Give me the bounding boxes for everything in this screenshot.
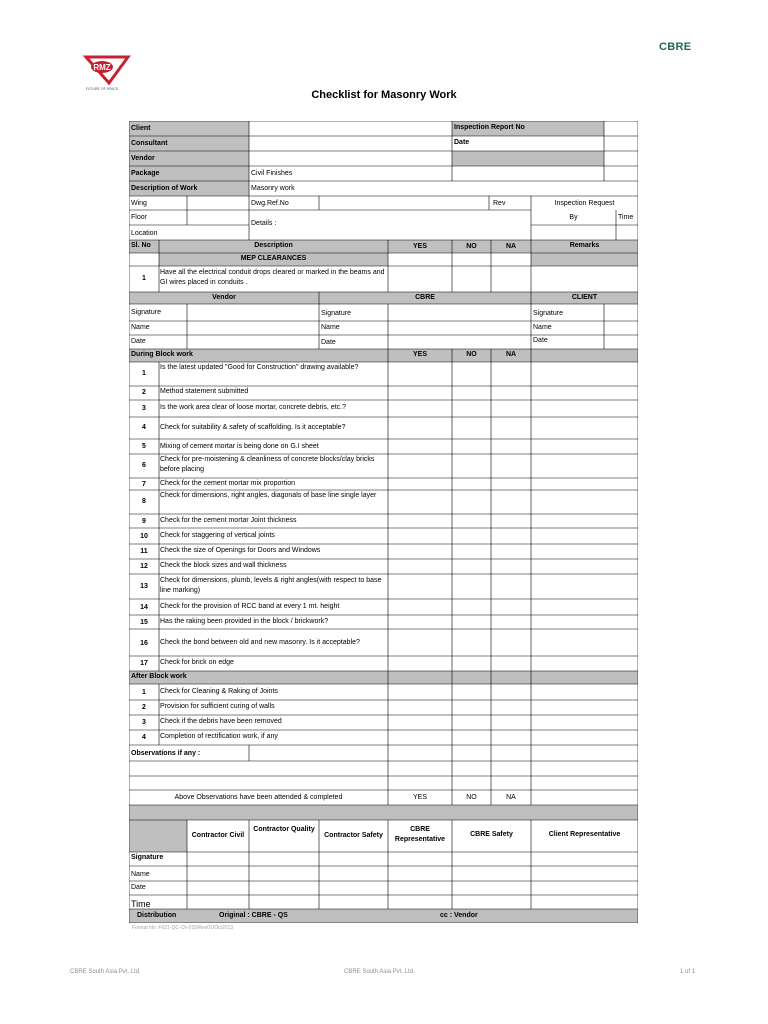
col-no: NO: [466, 243, 477, 250]
after-item-text: Check for Cleaning & Raking of Joints: [160, 688, 278, 695]
vendor-date-label: Date: [131, 338, 146, 345]
client-date-label: Date: [533, 337, 548, 344]
label-wing: Wing: [131, 200, 147, 207]
after-item-number: 1: [142, 689, 146, 696]
label-dwg-ref: Dwg.Ref.No: [251, 200, 289, 207]
client-signature-label: Signature: [533, 310, 563, 317]
sign-vendor: Vendor: [212, 294, 236, 301]
during-item-text: Check for the cement mortar mix proportion: [160, 480, 295, 487]
during-yes: YES: [412, 351, 427, 358]
label-package: Package: [131, 170, 160, 177]
after-item-text: Provision for sufficient curing of walls: [160, 703, 275, 710]
label-consultant: Consultant: [131, 140, 168, 147]
page-title: Checklist for Masonry Work: [311, 89, 457, 101]
during-item-number: 1: [142, 370, 146, 377]
during-item-text: Check the bond between old and new masonry. Is it acceptable?: [160, 639, 360, 646]
after-item-text: Check if the debris have been removed: [160, 718, 282, 725]
during-item-number: 12: [140, 563, 148, 570]
vendor-signature-label: Signature: [131, 309, 161, 316]
col-remarks: Remarks: [569, 242, 600, 249]
attended-label: Above Observations have been attended & completed: [174, 794, 343, 801]
footer-page-number: 1 of 1: [680, 969, 696, 975]
during-item-text: Check the block sizes and wall thickness: [160, 562, 287, 569]
label-time: Time: [618, 214, 634, 221]
label-rev: Rev: [493, 200, 506, 207]
distribution-label: Distribution: [137, 912, 177, 919]
during-item-number: 4: [142, 424, 146, 431]
during-heading: During Block work: [131, 351, 193, 358]
label-date: Date: [454, 139, 470, 146]
during-item-text: Check for dimensions, plumb, levels & right angles(with respect to base line marking): [160, 577, 382, 594]
label-inspection-request: Inspection Request: [554, 200, 615, 207]
during-no: NO: [466, 351, 477, 358]
during-item-number: 9: [142, 518, 146, 525]
during-item-text: Check for brick on edge: [160, 659, 234, 666]
during-item-text: Mixing of cement mortar is being done on G.I sheet: [160, 443, 319, 450]
during-item-text: Check for pre-moistening & cleanliness of concrete blocks/clay bricks before placing: [160, 456, 375, 473]
during-item-number: 3: [142, 405, 146, 412]
cbre-logo: CBRE: [659, 41, 692, 53]
sign-client: CLIENT: [571, 294, 598, 301]
final-contractor-quality: Contractor Quality: [253, 826, 315, 833]
label-vendor: Vendor: [131, 155, 155, 162]
after-heading: After Block work: [131, 673, 187, 680]
final-cbre-representative: CBRE Representative: [394, 826, 446, 843]
during-item-number: 10: [140, 533, 148, 540]
description-value: Masonry work: [251, 185, 295, 192]
during-item-number: 7: [142, 481, 146, 488]
sign-cbre: CBRE: [415, 294, 435, 301]
final-contractor-safety: Contractor Safety: [324, 832, 383, 839]
label-client: Client: [131, 125, 151, 132]
label-by: By: [569, 214, 578, 221]
after-item-number: 4: [142, 734, 146, 741]
during-item-text: Is the latest updated "Good for Construction" drawing available?: [160, 364, 359, 371]
footer-center: CBRE South Asia Pvt. Ltd.: [344, 969, 415, 975]
during-item-number: 14: [140, 604, 148, 611]
during-item-number: 6: [142, 462, 146, 469]
rmz-logo: [82, 53, 132, 91]
during-item-text: Check for the cement mortar Joint thickness: [160, 517, 297, 524]
col-yes: YES: [412, 243, 427, 250]
distribution-original: Original : CBRE - QS: [219, 912, 288, 919]
during-item-text: Check the size of Openings for Doors and Windows: [160, 547, 321, 554]
during-item-number: 8: [142, 498, 146, 505]
col-na: NA: [505, 243, 517, 250]
final-contractor-civil: Contractor Civil: [191, 832, 245, 839]
distribution-cc: cc : Vendor: [440, 912, 478, 919]
mep-heading: MEP CLEARANCES: [240, 255, 307, 262]
col-description: Description: [254, 242, 293, 249]
during-item-text: Check for dimensions, right angles, diagonals of base line single layer: [160, 492, 377, 499]
after-item-number: 2: [142, 704, 146, 711]
cbre-signature-label: Signature: [321, 310, 351, 317]
vendor-name-label: Name: [131, 324, 150, 331]
rmz-logo-text: RMZ: [93, 63, 111, 72]
during-item-text: Method statement submitted: [160, 388, 249, 395]
during-item-number: 15: [140, 619, 148, 626]
format-number: Format No: F021-QC-Ch-015/Rev01/Oct2013: [132, 925, 234, 931]
checklist-form: [129, 121, 638, 923]
during-item-number: 5: [142, 443, 146, 450]
cbre-date-label: Date: [321, 339, 336, 346]
label-location: Location: [131, 230, 158, 237]
label-inspection-report-no: Inspection Report No: [454, 124, 525, 131]
final-client-representative: Client Representative: [548, 831, 621, 838]
during-item-text: Check for suitability & safety of scaffolding. Is it acceptable?: [160, 424, 346, 431]
label-details: Details :: [251, 220, 277, 227]
during-item-text: Has the raking been provided in the block / brickwork?: [160, 618, 329, 625]
during-item-text: Check for staggering of vertical joints: [160, 532, 275, 539]
after-item-text: Completion of rectification work, if any: [160, 733, 278, 740]
during-item-text: Is the work area clear of loose mortar, concrete debris, etc.?: [160, 404, 346, 411]
label-description-of-work: Description of Work: [131, 185, 198, 192]
client-name-label: Name: [533, 324, 552, 331]
final-cbre-safety: CBRE Safety: [470, 831, 513, 838]
label-floor: Floor: [131, 214, 147, 221]
cbre-name-label: Name: [321, 324, 340, 331]
observations-label: Observations if any :: [131, 750, 201, 757]
during-item-number: 16: [140, 640, 148, 647]
during-item-number: 11: [140, 548, 148, 555]
final-time-label: Time: [131, 899, 151, 909]
rmz-tagline: FUTURE OF SPACE: [85, 87, 119, 91]
mep-item-text: Have all the electrical conduit drops cleared or marked in the beams and GI wires placed in conduits .: [160, 269, 385, 286]
during-na: NA: [505, 351, 517, 358]
attended-na: NA: [506, 794, 516, 801]
mep-item-number: 1: [142, 275, 146, 282]
during-item-number: 2: [142, 389, 146, 396]
final-name-label: Name: [131, 871, 150, 878]
final-date-label: Date: [131, 884, 146, 891]
package-value: Civil Finishes: [251, 170, 293, 177]
col-sl-no: Sl. No: [131, 242, 151, 249]
during-item-number: 13: [140, 583, 148, 590]
after-item-number: 3: [142, 719, 146, 726]
attended-yes: YES: [412, 794, 427, 801]
during-item-text: Check for the provision of RCC band at every 1 mt. height: [160, 603, 340, 610]
footer-left: CBRE South Asia Pvt. Ltd.: [70, 969, 141, 975]
attended-no: NO: [466, 794, 477, 801]
final-signature-label: Signature: [131, 854, 164, 861]
during-item-number: 17: [140, 660, 148, 667]
